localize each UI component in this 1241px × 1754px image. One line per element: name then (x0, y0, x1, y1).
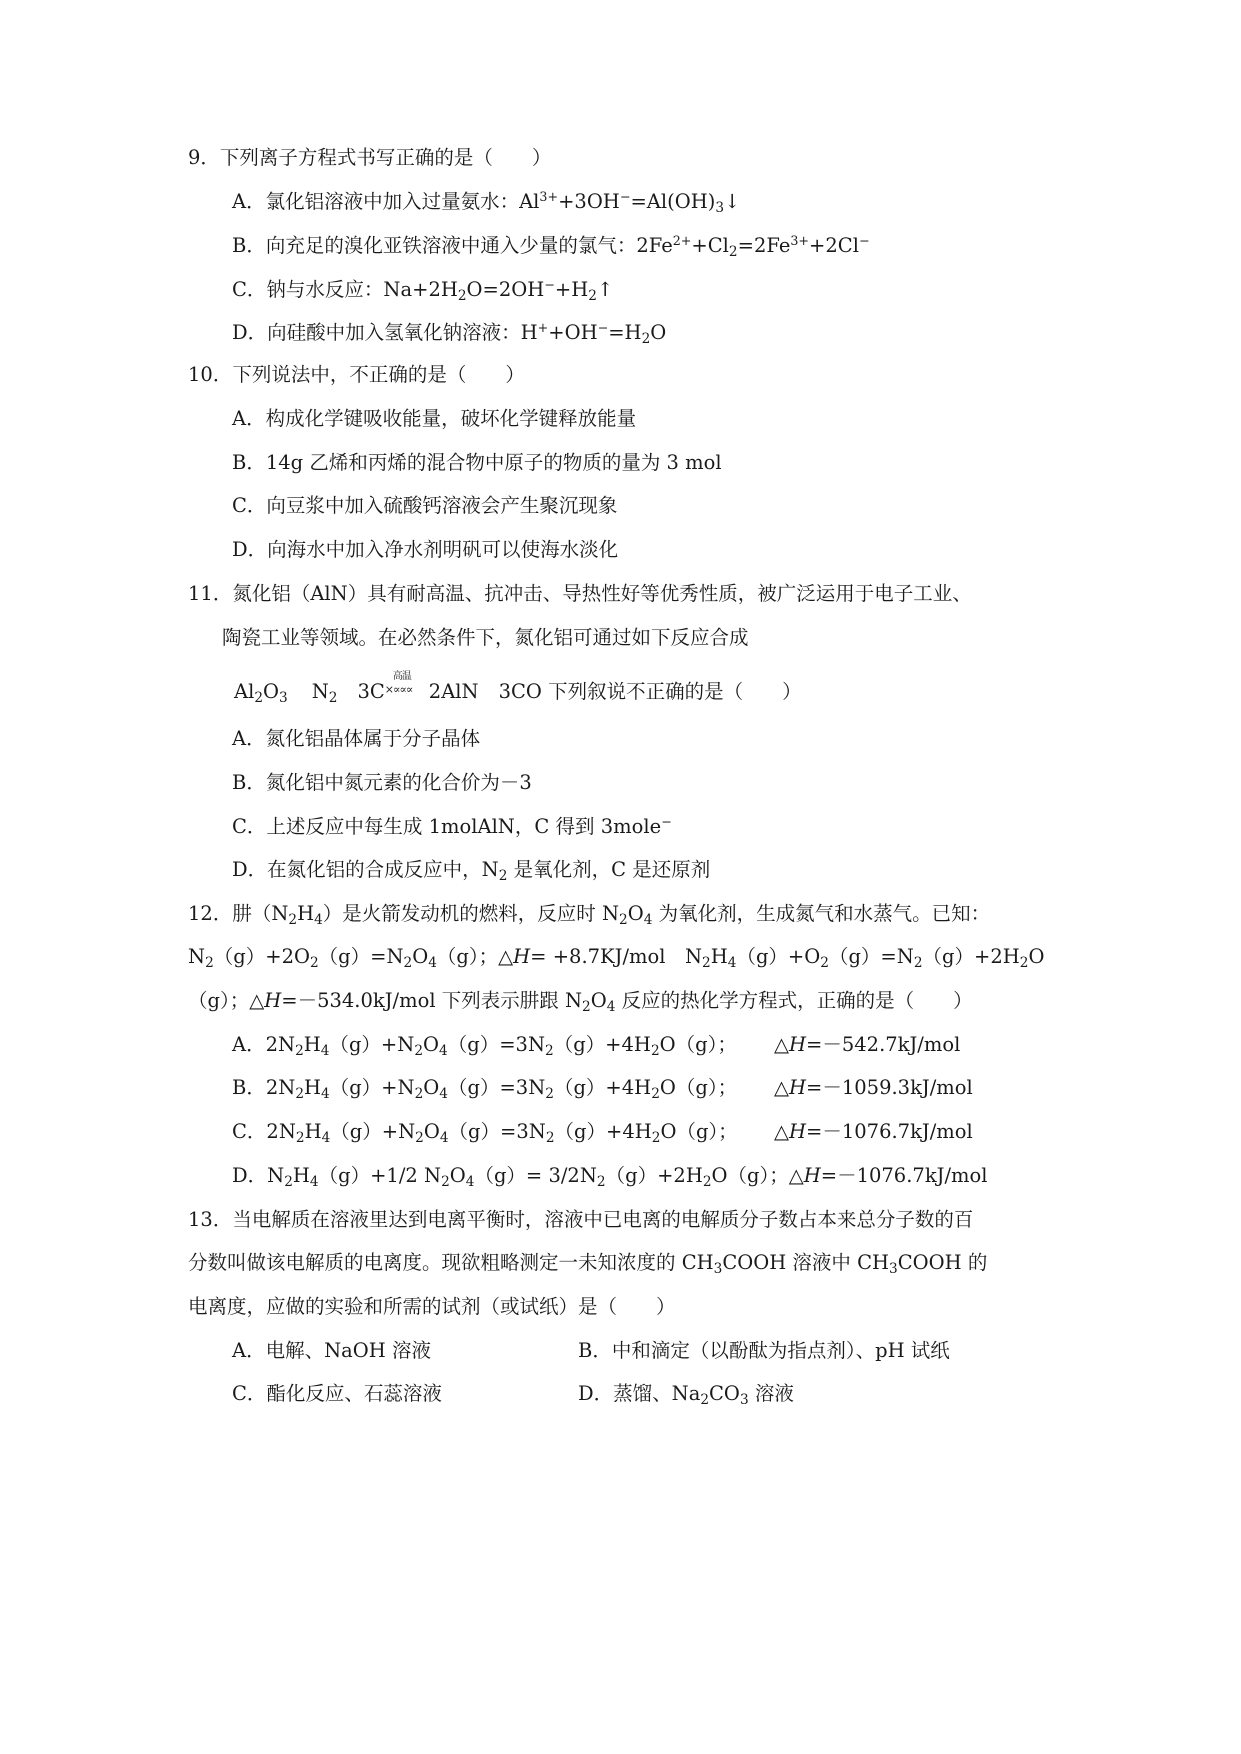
q11-option-c: C．上述反应中每生成 1molAlN，C 得到 3mole− (232, 814, 672, 838)
q10-stem: 10．下列说法中，不正确的是（ ） (188, 363, 525, 386)
q12-option-a-enthalpy: △H=－542.7kJ/mol (774, 1033, 961, 1056)
q11-option-d: D．在氮化铝的合成反应中，$N_2$ 是氧化剂，C 是还原剂 (232, 858, 711, 885)
q9-option-a: A．氯化铝溶液中加入过量氨水：$Al^{3+}+3OH^-=Al(OH)_3↓$ (232, 189, 741, 217)
q13-option-c: C．酯化反应、石蕊溶液 (232, 1382, 442, 1405)
q9-option-b: B．向充足的溴化亚铁溶液中通入少量的氯气：$2Fe^{2+}+Cl_2=2Fe^{3+}+2Cl^-$ (232, 233, 870, 261)
q12-option-b: B．$2N_2H_4(g)+N_2O_4(g)=3N_2(g)+4H_2O(g)$； (232, 1076, 738, 1103)
q10-option-d: D．向海水中加入净水剂明矾可以使海水淡化 (232, 538, 619, 561)
q9-option-c: C．钠与水反应：$Na+2H_2O=2OH^-+H_2↑$ (232, 277, 614, 305)
q12-option-d: D．$N_2H_4(g)+1/2$ $N_2O_4(g)= 3/2N_2(g)+2H_2O(g)$；△H=－1076.7kJ/mol (232, 1164, 988, 1191)
q12-stem-line2: $N_2(g)+2O_2(g)=N_2O_4(g)$；△H= +8.7KJ/mol $N_2H_4(g)+O_2(g)=N_2(g)+2H_2O$ (188, 945, 1045, 972)
q13-option-a: A．电解、NaOH 溶液 (232, 1339, 431, 1362)
q10-option-b: B．14g 乙烯和丙烯的混合物中原子的物质的量为 3 mol (232, 451, 722, 474)
q12-option-b-enthalpy: △H=－1059.3kJ/mol (774, 1076, 973, 1099)
q11-option-a: A．氮化铝晶体属于分子晶体 (232, 727, 481, 750)
q13-stem-line1: 13．当电解质在溶液里达到电离平衡时，溶液中已电离的电解质分子数占本来总分子数的百 (188, 1208, 974, 1231)
q13-stem-line2: 分数叫做该电解质的电离度。现欲粗略测定一未知浓度的 $CH_3COOH$ 溶液中 $CH_3COOH$ 的 (188, 1251, 988, 1278)
q11-option-b: B．氮化铝中氮元素的化合价为－3 (232, 771, 532, 794)
q12-stem-line1: 12．肼$(N_2H_4)$是火箭发动机的燃料，反应时 $N_2O_4$ 为氧化剂，生成氮气和水蒸气。已知： (188, 902, 991, 929)
q10-option-a: A．构成化学键吸收能量，破坏化学键释放能量 (232, 407, 637, 430)
q13-stem-line3: 电离度，应做的实验和所需的试剂（或试纸）是（ ） (188, 1295, 676, 1318)
q12-stem-line3: （g）；△H=－534.0kJ/mol 下列表示肼跟 $N_2O_4$ 反应的热化学方程式，正确的是（ ） (188, 989, 973, 1016)
q9-option-d: D．向硅酸中加入氢氧化钠溶液：$H^++OH^-=H_2O$ (232, 320, 667, 348)
q10-option-c: C．向豆浆中加入硫酸钙溶液会产生聚沉现象 (232, 494, 618, 517)
q12-option-c-enthalpy: △H=－1076.7kJ/mol (774, 1120, 973, 1143)
q11-stem-line2: 陶瓷工业等领域。在必然条件下，氮化铝可通过如下反应合成 (222, 626, 749, 649)
q13-option-b: B．中和滴定（以酚酞为指点剂）、pH 试纸 (578, 1339, 950, 1362)
q13-option-d: D．蒸馏、$Na_2CO_3$ 溶液 (578, 1382, 794, 1409)
q9-stem: 9．下列离子方程式书写正确的是（ ） (188, 146, 552, 169)
q11-equation: $Al_2O_3$ $N_2$ 3C 高温 ×∝∝∝ 2AlN 3CO 下列叙说不正确的是（ ） (234, 671, 802, 707)
q12-option-a: A．$2N_2H_4(g)+N_2O_4(g)=3N_2(g)+4H_2O(g)$； (232, 1033, 737, 1060)
reaction-condition-mark: 高温 ×∝∝∝ (384, 671, 413, 696)
q11-stem-line1: 11．氮化铝（AlN）具有耐高温、抗冲击、导热性好等优秀性质，被广泛运用于电子工业、 (188, 582, 972, 605)
q12-option-c: C．$2N_2H_4(g)+N_2O_4(g)=3N_2(g)+4H_2O(g)$； (232, 1120, 738, 1147)
